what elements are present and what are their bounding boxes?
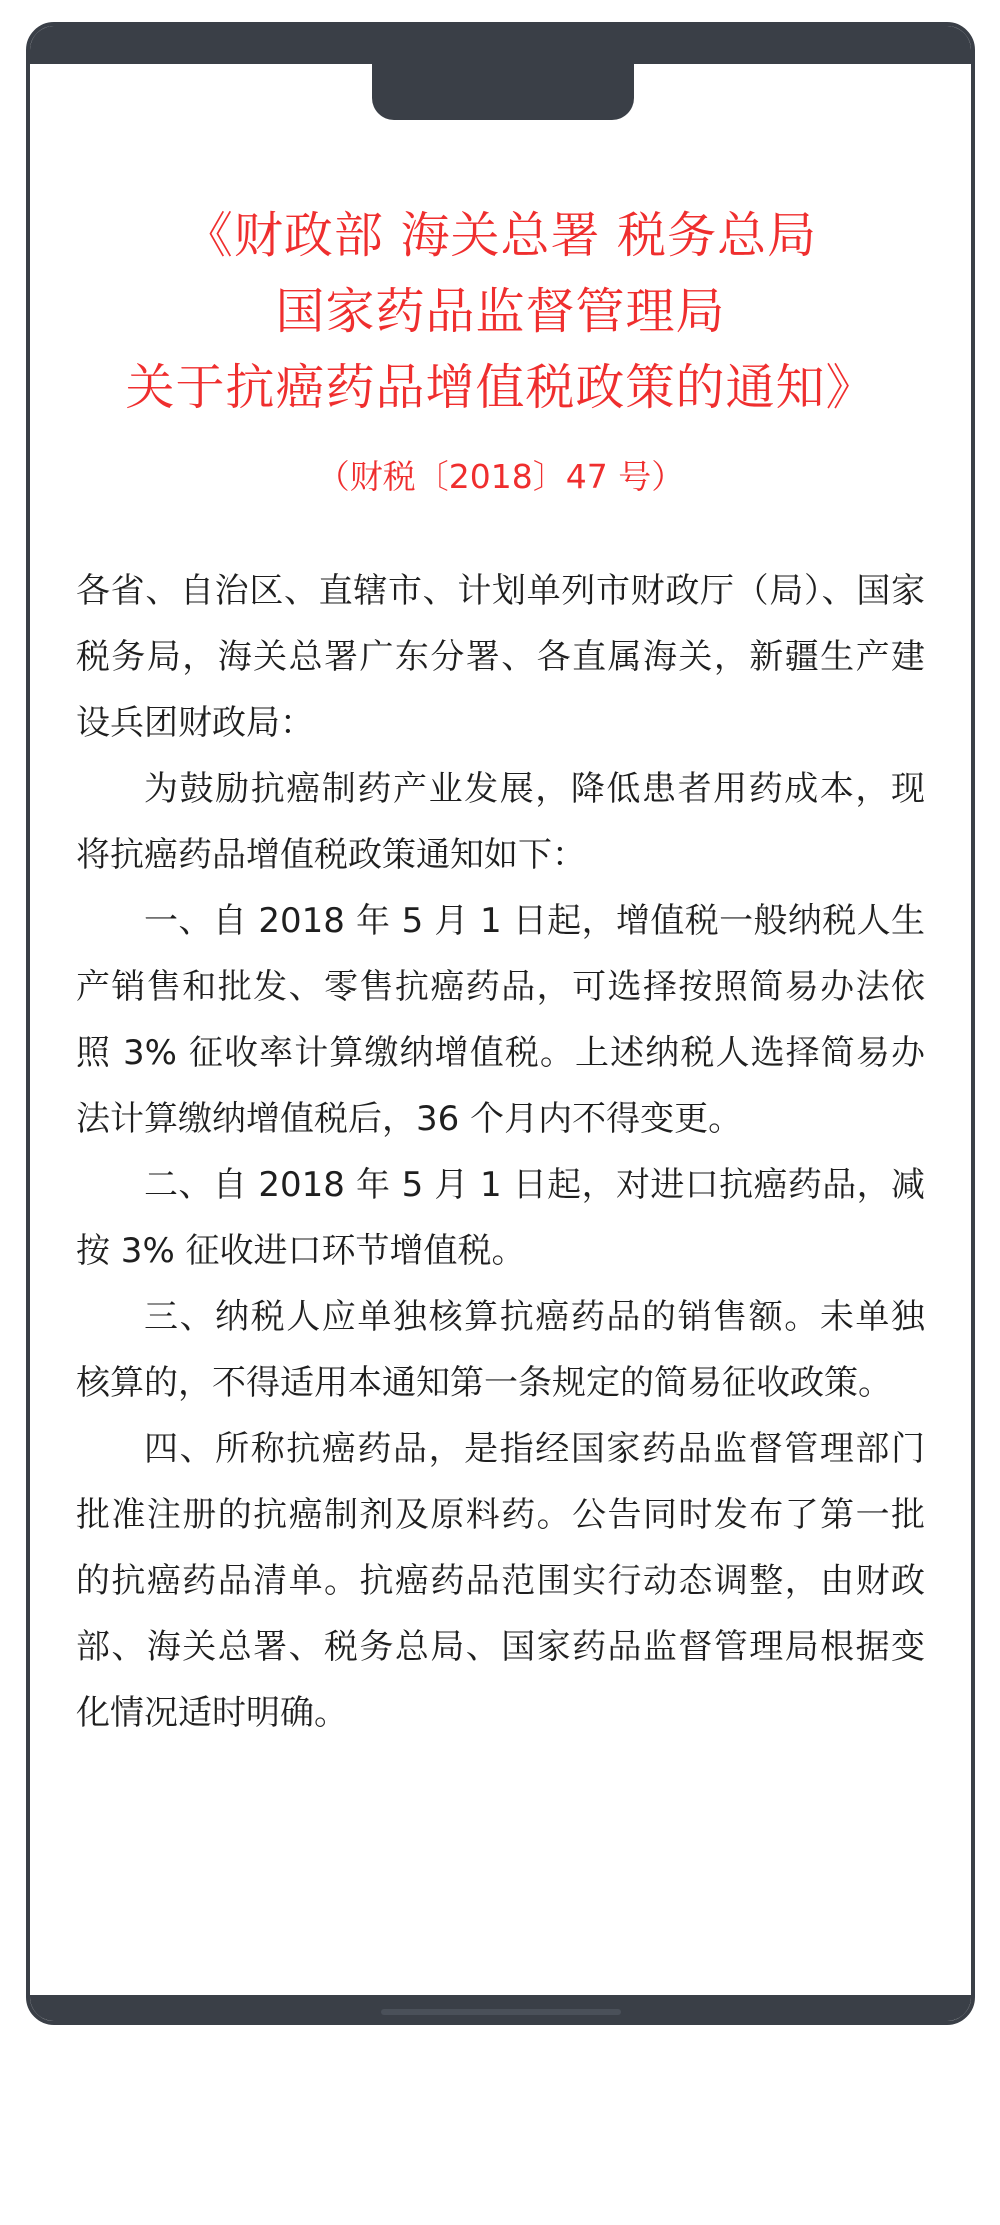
document-body — [76, 558, 925, 1746]
document-title — [76, 198, 925, 426]
title-line-2: 国家药品监督管理局 — [275, 283, 726, 340]
intro-paragraph: 为鼓励抗癌制药产业发展，降低患者用药成本，现将抗癌药品增值税政策通知如下： — [76, 769, 925, 875]
clause-3: 三、纳税人应单独核算抗癌药品的销售额。未单独核算的，不得适用本通知第一条规定的简易征收政策。 — [76, 1297, 925, 1403]
title-line-1: 《财政部 海关总署 税务总局 — [183, 207, 818, 264]
title-line-3: 关于抗癌药品增值税政策的通知》 — [125, 359, 876, 416]
clause-4: 四、所称抗癌药品，是指经国家药品监督管理部门批准注册的抗癌制剂及原料药。公告同时发布了第一批的抗癌药品清单。抗癌药品范围实行动态调整，由财政部、海关总署、税务总局、国家药品监督管理局根据变化情况适时明确。 — [76, 1429, 925, 1733]
document-number: （财税〔2018〕47 号） — [316, 457, 685, 496]
phone-frame — [26, 22, 975, 2025]
bottom-bezel — [30, 1995, 971, 2021]
clause-2: 二、自 2018 年 5 月 1 日起，对进口抗癌药品，减按 3% 征收进口环节增值税。 — [76, 1165, 925, 1271]
addressee: 各省、自治区、直辖市、计划单列市财政厅（局）、国家税务局，海关总署广东分署、各直属海关，新疆生产建设兵团财政局： — [76, 571, 925, 743]
phone-notch — [372, 26, 634, 120]
home-indicator — [381, 2009, 621, 2015]
clause-1: 一、自 2018 年 5 月 1 日起，增值税一般纳税人生产销售和批发、零售抗癌药品，可选择按照简易办法依照 3% 征收率计算缴纳增值税。上述纳税人选择简易办法计算缴纳增值税后，36 个月内不得变更。 — [76, 901, 925, 1139]
document-content — [76, 198, 925, 1746]
